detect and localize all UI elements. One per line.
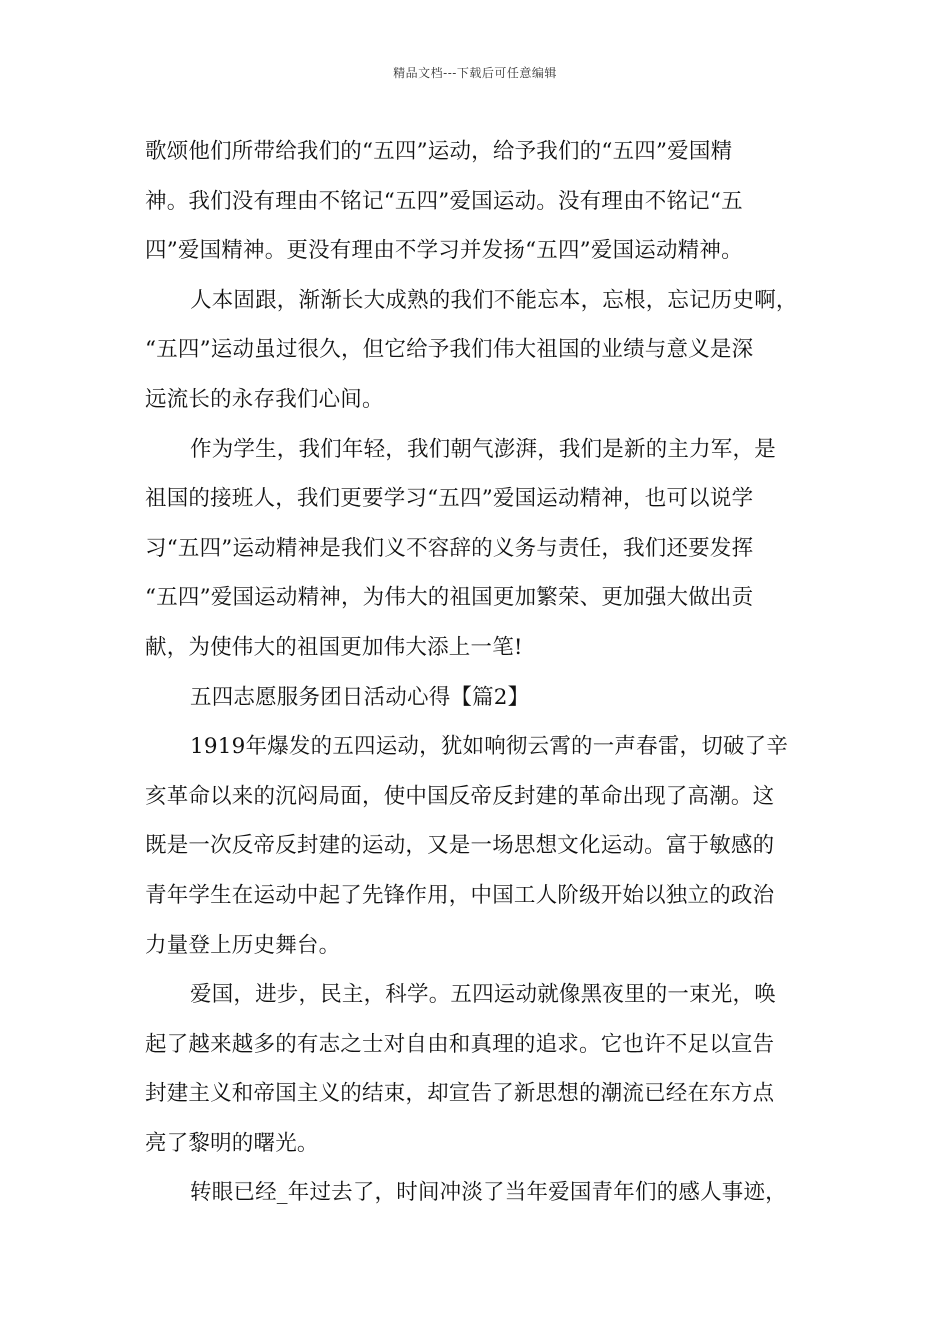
text-line: 爱国，进步，民主，科学。五四运动就像黑夜里的一束光，唤 bbox=[190, 982, 776, 1008]
text-line: 远流长的永存我们心间。 bbox=[145, 386, 384, 412]
text-line: 神。我们没有理由不铭记“五四”爱国运动。没有理由不铭记“五 bbox=[145, 188, 743, 214]
text-line: 封建主义和帝国主义的结束，却宣告了新思想的潮流已经在东方点 bbox=[145, 1081, 775, 1107]
text-line: 习“五四”运动精神是我们义不容辞的义务与责任，我们还要发挥 bbox=[145, 535, 754, 561]
text-line: 转眼已经_年过去了，时间冲淡了当年爱国青年们的感人事迹， bbox=[190, 1180, 787, 1206]
section-heading: 五四志愿服务团日活动心得【篇2】 bbox=[190, 684, 530, 710]
text-line: 献，为使伟大的祖国更加伟大添上一笔! bbox=[145, 634, 523, 660]
text-line: 力量登上历史舞台。 bbox=[145, 932, 341, 958]
text-line: 亥革命以来的沉闷局面，使中国反帝反封建的革命出现了高潮。这 bbox=[145, 783, 775, 809]
text-line: 人本固跟，渐渐长大成熟的我们不能忘本，忘根，忘记历史啊， bbox=[190, 287, 798, 313]
document-body bbox=[145, 127, 807, 1218]
text-line: 1919年爆发的五四运动，犹如响彻云霄的一声春雷，切破了辛 bbox=[190, 734, 789, 760]
text-line: 作为学生，我们年轻，我们朝气澎湃，我们是新的主力军，是 bbox=[190, 436, 776, 462]
text-line: “五四”运动虽过很久，但它给予我们伟大祖国的业绩与意义是深 bbox=[145, 337, 754, 363]
page-header: 精品文档---下载后可任意编辑 bbox=[393, 66, 557, 80]
text-line: 歌颂他们所带给我们的“五四”运动，给予我们的“五四”爱国精 bbox=[145, 139, 733, 164]
text-line: 青年学生在运动中起了先锋作用，中国工人阶级开始以独立的政治 bbox=[145, 882, 775, 908]
text-line: 祖国的接班人，我们更要学习“五四”爱国运动精神，也可以说学 bbox=[145, 486, 754, 512]
text-line: 亮了黎明的曙光。 bbox=[145, 1130, 319, 1156]
text-line: 既是一次反帝反封建的运动，又是一场思想文化运动。富于敏感的 bbox=[145, 833, 775, 859]
text-line: 四”爱国精神。更没有理由不学习并发扬“五四”爱国运动精神。 bbox=[145, 238, 743, 264]
text-line: “五四”爱国运动精神，为伟大的祖国更加繁荣、更加强大做出贡 bbox=[145, 585, 754, 611]
text-line: 起了越来越多的有志之士对自由和真理的追求。它也许不足以宣告 bbox=[145, 1031, 775, 1057]
